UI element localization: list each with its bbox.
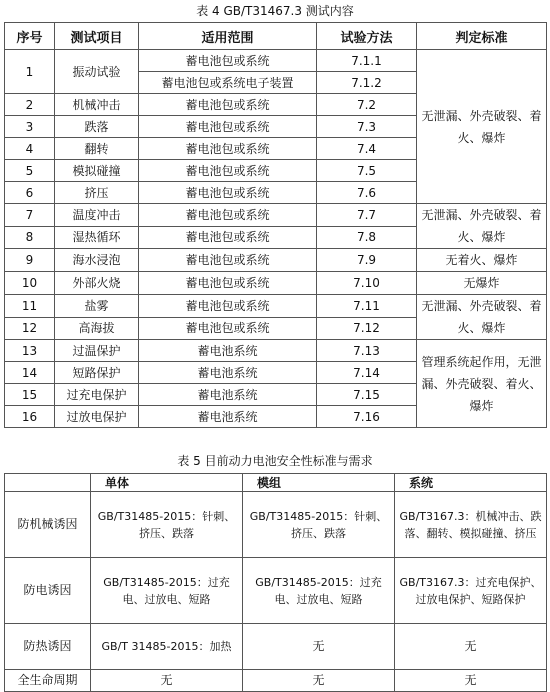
table-row <box>5 50 547 72</box>
criteria-cell: 无泄漏、外壳破裂、着火、爆炸 <box>417 204 547 249</box>
criteria-cell: 无泄漏、外壳破裂、着火、爆炸 <box>417 50 547 204</box>
row-method: 7.11 <box>317 295 417 318</box>
row-scope: 蓄电池包或系统 <box>139 116 317 138</box>
row-method: 7.12 <box>317 317 417 340</box>
row-scope: 蓄电池包或系统 <box>139 160 317 182</box>
row-no: 2 <box>5 94 55 116</box>
row-no: 15 <box>5 384 55 406</box>
row-no: 11 <box>5 295 55 318</box>
row-method: 7.14 <box>317 362 417 384</box>
header-item: 测试项目 <box>55 23 139 50</box>
row-item: 高海拔 <box>55 317 139 340</box>
module-standard: 无 <box>243 624 395 670</box>
row-item: 外部火烧 <box>55 272 139 295</box>
row-item: 过温保护 <box>55 340 139 362</box>
table5-caption: 表 5 目前动力电池安全性标准与需求 <box>177 454 373 468</box>
row-label: 防机械诱因 <box>5 492 91 558</box>
row-method: 7.1.2 <box>317 72 417 94</box>
table-row <box>5 295 547 318</box>
table-row <box>5 249 547 272</box>
row-item: 盐雾 <box>55 295 139 318</box>
header-criteria: 判定标准 <box>417 23 547 50</box>
system-standard: GB/T3167.3：过充电保护、过放电保护、短路保护 <box>395 558 547 624</box>
criteria-cell: 无爆炸 <box>417 272 547 295</box>
row-scope: 蓄电池包或系统 <box>139 138 317 160</box>
row-item: 挤压 <box>55 182 139 204</box>
row-scope: 蓄电池系统 <box>139 340 317 362</box>
row-no: 7 <box>5 204 55 227</box>
cell-standard: 无 <box>91 670 243 692</box>
row-scope: 蓄电池系统 <box>139 406 317 428</box>
criteria-cell: 无泄漏、外壳破裂、着火、爆炸 <box>417 295 547 340</box>
criteria-cell: 管理系统起作用，无泄漏、外壳破裂、着火、爆炸 <box>417 340 547 428</box>
header-no: 序号 <box>5 23 55 50</box>
row-method: 7.10 <box>317 272 417 295</box>
row-item: 振动试验 <box>55 50 139 94</box>
row-item: 过充电保护 <box>55 384 139 406</box>
header-scope: 适用范围 <box>139 23 317 50</box>
row-label: 全生命周期 <box>5 670 91 692</box>
module-standard: 无 <box>243 670 395 692</box>
row-scope: 蓄电池系统 <box>139 362 317 384</box>
table-header-row <box>5 474 547 492</box>
row-no: 9 <box>5 249 55 272</box>
row-no: 12 <box>5 317 55 340</box>
row-method: 7.8 <box>317 226 417 249</box>
row-no: 1 <box>5 50 55 94</box>
row-method: 7.2 <box>317 94 417 116</box>
system-standard: 无 <box>395 624 547 670</box>
header-cell: 单体 <box>91 474 243 492</box>
row-item: 温度冲击 <box>55 204 139 227</box>
row-scope: 蓄电池包或系统 <box>139 249 317 272</box>
row-no: 4 <box>5 138 55 160</box>
row-label: 防热诱因 <box>5 624 91 670</box>
row-no: 13 <box>5 340 55 362</box>
row-item: 机械冲击 <box>55 94 139 116</box>
row-method: 7.13 <box>317 340 417 362</box>
cell-standard: GB/T31485-2015：针刺、挤压、跌落 <box>91 492 243 558</box>
row-scope: 蓄电池包或系统 <box>139 226 317 249</box>
row-scope: 蓄电池包或系统 <box>139 272 317 295</box>
row-method: 7.5 <box>317 160 417 182</box>
row-method: 7.1.1 <box>317 50 417 72</box>
table-row <box>5 492 547 558</box>
system-standard: GB/T3167.3：机械冲击、跌落、翻转、模拟碰撞、挤压 <box>395 492 547 558</box>
header-system: 系统 <box>395 474 547 492</box>
row-no: 16 <box>5 406 55 428</box>
row-method: 7.15 <box>317 384 417 406</box>
table-header-row <box>5 23 547 50</box>
test-content-table <box>4 22 547 428</box>
module-standard: GB/T31485-2015：过充电、过放电、短路 <box>243 558 395 624</box>
row-method: 7.3 <box>317 116 417 138</box>
module-standard: GB/T31485-2015：针刺、挤压、跌落 <box>243 492 395 558</box>
row-item: 跌落 <box>55 116 139 138</box>
row-item: 翻转 <box>55 138 139 160</box>
row-no: 3 <box>5 116 55 138</box>
table-row <box>5 670 547 692</box>
row-method: 7.16 <box>317 406 417 428</box>
row-scope: 蓄电池包或系统 <box>139 50 317 72</box>
row-method: 7.6 <box>317 182 417 204</box>
row-item: 湿热循环 <box>55 226 139 249</box>
row-method: 7.4 <box>317 138 417 160</box>
row-no: 10 <box>5 272 55 295</box>
row-scope: 蓄电池包或系统电子装置 <box>139 72 317 94</box>
row-no: 6 <box>5 182 55 204</box>
row-scope: 蓄电池包或系统 <box>139 182 317 204</box>
row-scope: 蓄电池包或系统 <box>139 94 317 116</box>
table4-caption: 表 4 GB/T31467.3 测试内容 <box>196 4 354 18</box>
row-scope: 蓄电池包或系统 <box>139 295 317 318</box>
row-scope: 蓄电池包或系统 <box>139 204 317 227</box>
header-blank <box>5 474 91 492</box>
cell-standard: GB/T31485-2015：过充电、过放电、短路 <box>91 558 243 624</box>
row-item: 海水浸泡 <box>55 249 139 272</box>
table-row <box>5 340 547 362</box>
header-module: 模组 <box>243 474 395 492</box>
table-row <box>5 558 547 624</box>
row-label: 防电诱因 <box>5 558 91 624</box>
row-item: 短路保护 <box>55 362 139 384</box>
row-method: 7.9 <box>317 249 417 272</box>
cell-standard: GB/T 31485-2015：加热 <box>91 624 243 670</box>
header-method: 试验方法 <box>317 23 417 50</box>
row-scope: 蓄电池系统 <box>139 384 317 406</box>
criteria-cell: 无着火、爆炸 <box>417 249 547 272</box>
row-method: 7.7 <box>317 204 417 227</box>
row-no: 5 <box>5 160 55 182</box>
row-item: 过放电保护 <box>55 406 139 428</box>
system-standard: 无 <box>395 670 547 692</box>
row-no: 14 <box>5 362 55 384</box>
table-row <box>5 204 547 227</box>
table-row <box>5 272 547 295</box>
row-no: 8 <box>5 226 55 249</box>
row-scope: 蓄电池包或系统 <box>139 317 317 340</box>
table-row <box>5 624 547 670</box>
safety-standard-table <box>4 473 547 692</box>
row-item: 模拟碰撞 <box>55 160 139 182</box>
